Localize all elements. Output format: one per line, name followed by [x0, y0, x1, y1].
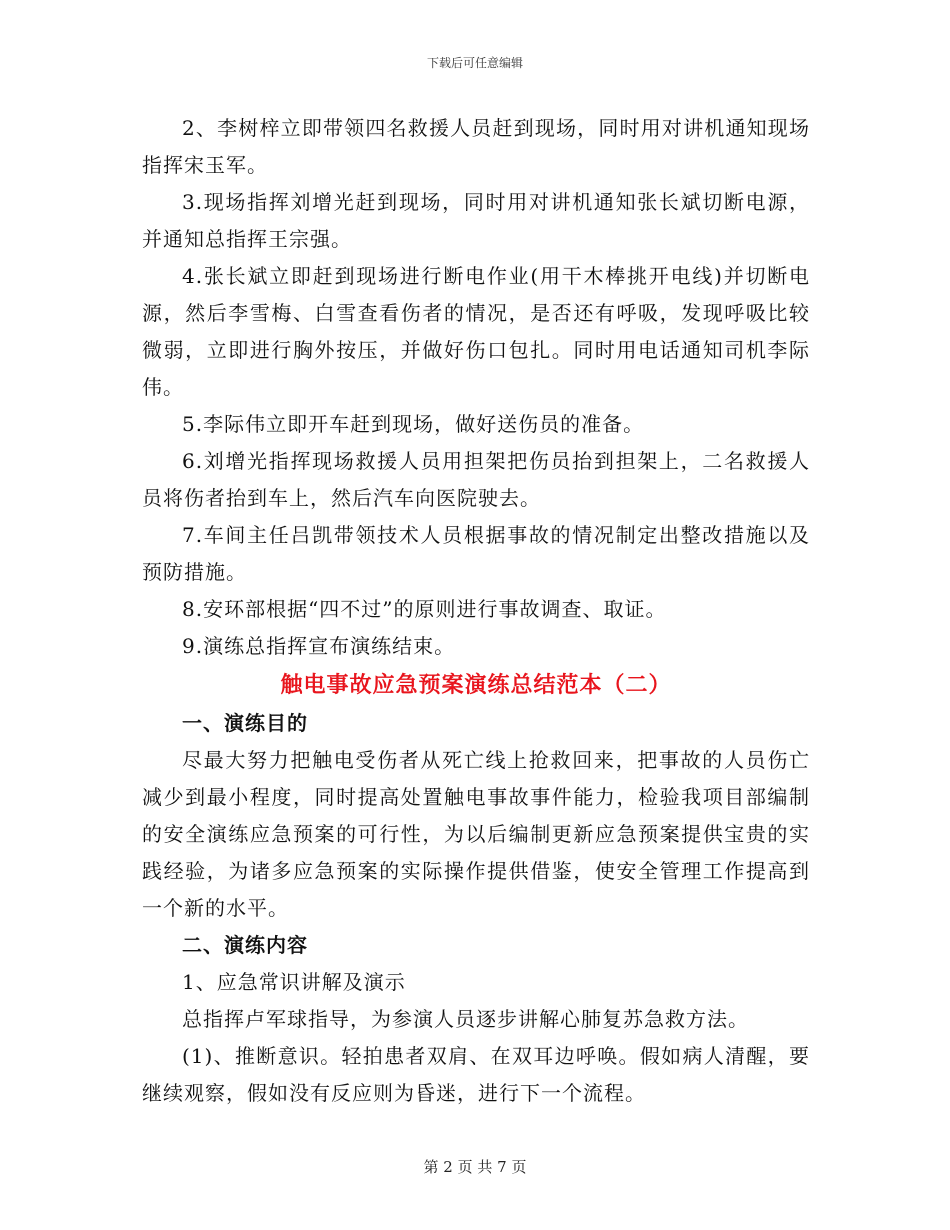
paragraph-step-5: 5.李际伟立即开车赶到现场，做好送伤员的准备。 — [182, 412, 645, 436]
paragraph-step-2: 2、李树梓立即带领四名救援人员赶到现场，同时用对讲机通知现场指挥宋玉军。 — [142, 116, 810, 177]
header-note: 下载后可任意编辑 — [426, 56, 523, 70]
page-number: 第 2 页 共 7 页 — [423, 1158, 527, 1176]
paragraph-step-9: 9.演练总指挥宣布演练结束。 — [182, 634, 456, 658]
paragraph-drill-purpose: 尽最大努力把触电受伤者从死亡线上抢救回来，把事故的人员伤亡减少到最小程度，同时提高处置触电事故事件能力，检验我项目部编制的安全演练应急预案的可行性，为以后编制更新应急预案提供宝贵的实践经验，为诸多应急预案的实际操作提供借鉴，使安全管理工作提高到一个新的水平。 — [142, 748, 810, 920]
paragraph-step-4: 4.张长斌立即赶到现场进行断电作业(用干木棒挑开电线)并切断电源，然后李雪梅、白雪查看伤者的情况，是否还有呼吸，发现呼吸比较微弱，立即进行胸外按压，并做好伤口包扎。同时用电话通知司机李际伟。 — [142, 264, 810, 399]
heading-drill-content: 二、演练内容 — [182, 933, 308, 957]
document-body — [142, 110, 810, 1112]
paragraph-cpr-guidance: 总指挥卢军球指导，为参演人员逐步讲解心肺复苏急救方法。 — [182, 1007, 749, 1031]
paragraph-step-8: 8.安环部根据“四不过”的原则进行事故调查、取证。 — [182, 597, 667, 621]
paragraph-step-3: 3.现场指挥刘增光赶到现场，同时用对讲机通知张长斌切断电源，并通知总指挥王宗强。 — [142, 190, 810, 251]
paragraph-first-aid-knowledge: 1、应急常识讲解及演示 — [182, 970, 406, 994]
paragraph-consciousness-check: (1)、推断意识。轻拍患者双肩、在双耳边呼唤。假如病人清醒，要继续观察，假如没有反应则为昏迷，进行下一个流程。 — [142, 1044, 810, 1105]
section-title: 触电事故应急预案演练总结范本（二） — [280, 672, 672, 698]
paragraph-step-6: 6.刘增光指挥现场救援人员用担架把伤员抬到担架上，二名救援人员将伤者抬到车上，然后汽车向医院驶去。 — [142, 449, 810, 510]
paragraph-step-7: 7.车间主任吕凯带领技术人员根据事故的情况制定出整改措施以及预防措施。 — [142, 523, 810, 584]
heading-drill-purpose: 一、演练目的 — [182, 711, 308, 735]
